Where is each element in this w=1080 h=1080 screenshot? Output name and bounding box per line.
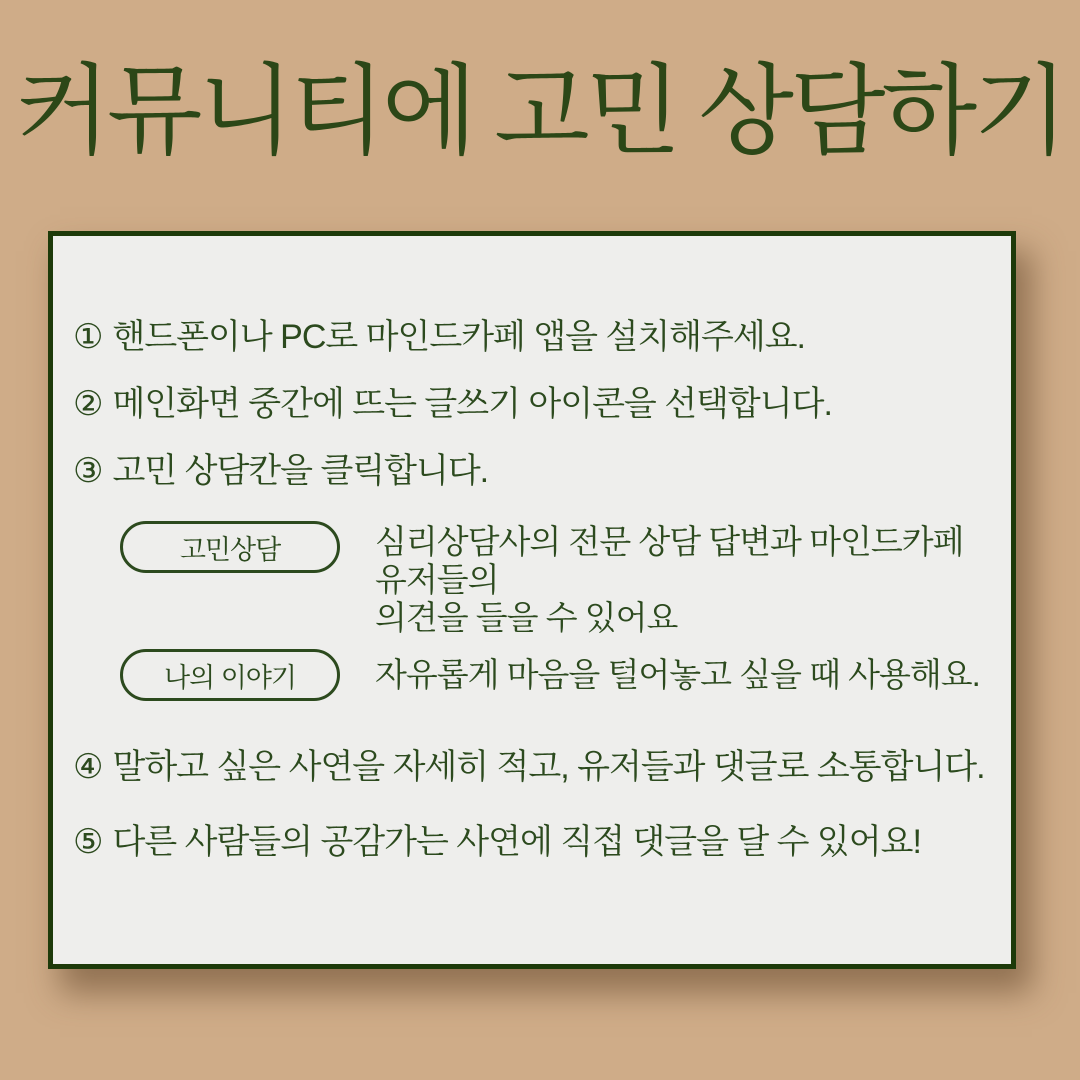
my-story-pill-button[interactable]	[120, 649, 340, 701]
step-text-4: 말하고 싶은 사연을 자세히 적고, 유저들과 댓글로 소통합니다.	[112, 748, 985, 786]
my-story-description	[375, 656, 980, 694]
step-number-1: ①	[73, 318, 103, 356]
step-number-3: ③	[73, 452, 103, 490]
my-story-description-line-1: 자유롭게 마음을 털어놓고 싶을 때 사용해요.	[375, 656, 980, 693]
gomin-sangdam-pill-label: 고민상담	[179, 534, 281, 565]
step-item-3	[73, 454, 981, 488]
my-story-pill-label: 나의 이야기	[164, 662, 296, 693]
step-text-3: 고민 상담칸을 클릭합니다.	[112, 452, 489, 490]
step-text-5: 다른 사람들의 공감가는 사연에 직접 댓글을 달 수 있어요!	[112, 823, 921, 861]
step-number-2: ②	[73, 385, 103, 423]
steps-after-options	[73, 748, 985, 861]
step-item-5	[73, 825, 981, 859]
gomin-sangdam-description	[375, 521, 981, 637]
step-text-1: 핸드폰이나 PC로 마인드카페 앱을 설치해주세요.	[112, 318, 805, 356]
option-row-my-story	[120, 649, 981, 701]
step-text-2: 메인화면 중간에 뜨는 글쓰기 아이콘을 선택합니다.	[112, 385, 832, 423]
gomin-sangdam-description-line-1: 심리상담사의 전문 상담 답변과 마인드카페 유저들의	[375, 523, 964, 598]
gomin-sangdam-pill-button[interactable]	[120, 521, 340, 573]
instructions-card	[48, 231, 1016, 969]
step-item-1	[73, 320, 981, 354]
page-title: 커뮤니티에 고민 상담하기	[15, 58, 1065, 167]
write-options	[120, 521, 981, 701]
step-number-5: ⑤	[73, 823, 103, 861]
step-item-2	[73, 387, 981, 421]
step-number-4: ④	[73, 748, 103, 786]
gomin-sangdam-description-line-2: 의견을 들을 수 있어요	[375, 599, 678, 636]
option-row-gomin	[120, 521, 981, 637]
step-item-4	[73, 748, 985, 786]
